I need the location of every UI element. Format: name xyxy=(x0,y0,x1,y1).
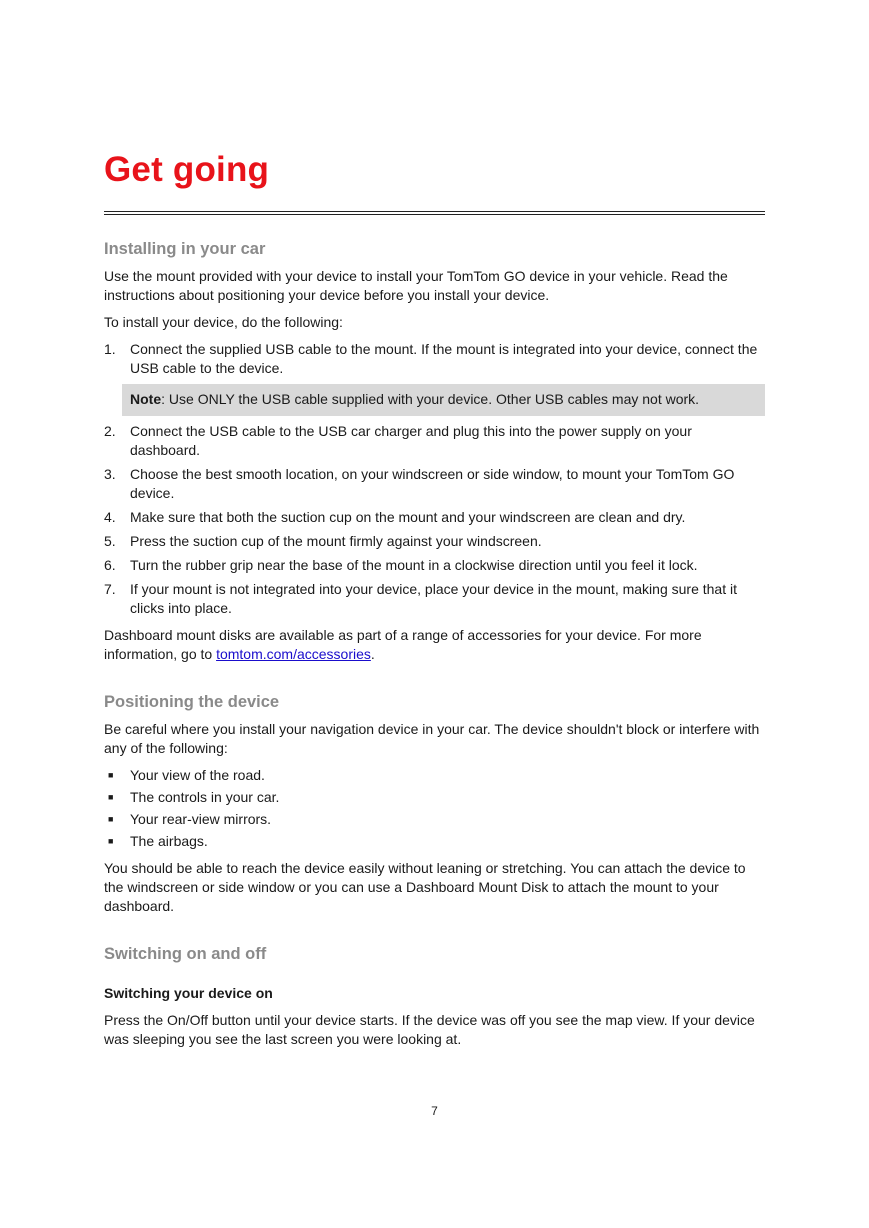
bullet-text: Your view of the road. xyxy=(130,767,265,783)
list-item xyxy=(104,340,765,378)
document-body xyxy=(104,238,765,1049)
bullet-square-icon: ■ xyxy=(108,792,114,802)
usb-cable-note xyxy=(122,384,765,416)
step-number: 4. xyxy=(104,509,116,525)
bullet-square-icon: ■ xyxy=(108,814,114,824)
bullet-square-icon: ■ xyxy=(108,770,114,780)
step-number: 3. xyxy=(104,466,116,482)
list-item xyxy=(104,556,765,575)
step-text: Make sure that both the suction cup on the mount and your windscreen are clean and dry. xyxy=(130,509,686,525)
title-divider xyxy=(104,211,765,215)
section-heading-installing: Installing in your car xyxy=(104,240,266,258)
bullet-square-icon: ■ xyxy=(108,836,114,846)
switching-on-text: Press the On/Off button until your device starts. If the device was off you see the map view. If your device was sleeping you see the last screen you were looking at. xyxy=(104,1012,755,1047)
bullet-text: The controls in your car. xyxy=(130,789,280,805)
bullet-text: Your rear-view mirrors. xyxy=(130,811,272,827)
install-steps-list xyxy=(104,340,765,378)
section-heading-switching: Switching on and off xyxy=(104,945,267,963)
page-number: 7 xyxy=(431,1104,438,1118)
step-text: Press the suction cup of the mount firmly against your windscreen. xyxy=(130,533,542,549)
page-title: Get going xyxy=(104,150,270,189)
section-heading-positioning: Positioning the device xyxy=(104,693,280,711)
step-text: If your mount is not integrated into your device, place your device in the mount, making sure that it clicks into place. xyxy=(130,581,737,616)
installing-lead: To install your device, do the following: xyxy=(104,314,343,330)
step-number: 5. xyxy=(104,533,116,549)
list-item xyxy=(104,766,765,785)
list-item xyxy=(104,788,765,807)
step-number: 7. xyxy=(104,581,116,597)
bullet-text: The airbags. xyxy=(130,833,208,849)
accessories-paragraph xyxy=(104,626,765,664)
step-number: 2. xyxy=(104,423,116,439)
installing-intro: Use the mount provided with your device to install your TomTom GO device in your vehicle. Read the instructions about positioning your device before you install your device. xyxy=(104,268,728,303)
list-item xyxy=(104,810,765,829)
install-steps-list-continued xyxy=(104,422,765,618)
accessories-link[interactable]: tomtom.com/accessories xyxy=(216,646,371,662)
list-item xyxy=(104,832,765,851)
accessories-text-end: . xyxy=(370,646,375,662)
positioning-intro: Be careful where you install your navigation device in your car. The device shouldn't block or interfere with any of the following: xyxy=(104,721,760,756)
subheading-switching-on: Switching your device on xyxy=(104,985,273,1001)
step-text: Turn the rubber grip near the base of the mount in a clockwise direction until you feel it lock. xyxy=(130,557,698,573)
step-text: Connect the USB cable to the USB car charger and plug this into the power supply on your dashboard. xyxy=(130,423,692,458)
step-number: 6. xyxy=(104,557,116,573)
accessories-text: Dashboard mount disks are available as part of a range of accessories for your device. For more information, go to xyxy=(104,627,702,662)
list-item xyxy=(104,422,765,460)
step-number: 1. xyxy=(104,341,116,357)
step-text: Connect the supplied USB cable to the mount. If the mount is integrated into your device, connect the USB cable to the device. xyxy=(130,341,758,376)
list-item xyxy=(104,508,765,527)
list-item xyxy=(104,580,765,618)
positioning-bullet-list xyxy=(104,766,765,851)
note-text: : Use ONLY the USB cable supplied with your device. Other USB cables may not work. xyxy=(161,391,700,407)
step-text: Choose the best smooth location, on your windscreen or side window, to mount your TomTom GO device. xyxy=(130,466,735,501)
positioning-outro: You should be able to reach the device easily without leaning or stretching. You can attach the device to the windscreen or side window or you can use a Dashboard Mount Disk to attach the mount to your dashboard. xyxy=(104,860,746,914)
note-label: Note xyxy=(130,391,162,407)
list-item xyxy=(104,532,765,551)
list-item xyxy=(104,465,765,503)
